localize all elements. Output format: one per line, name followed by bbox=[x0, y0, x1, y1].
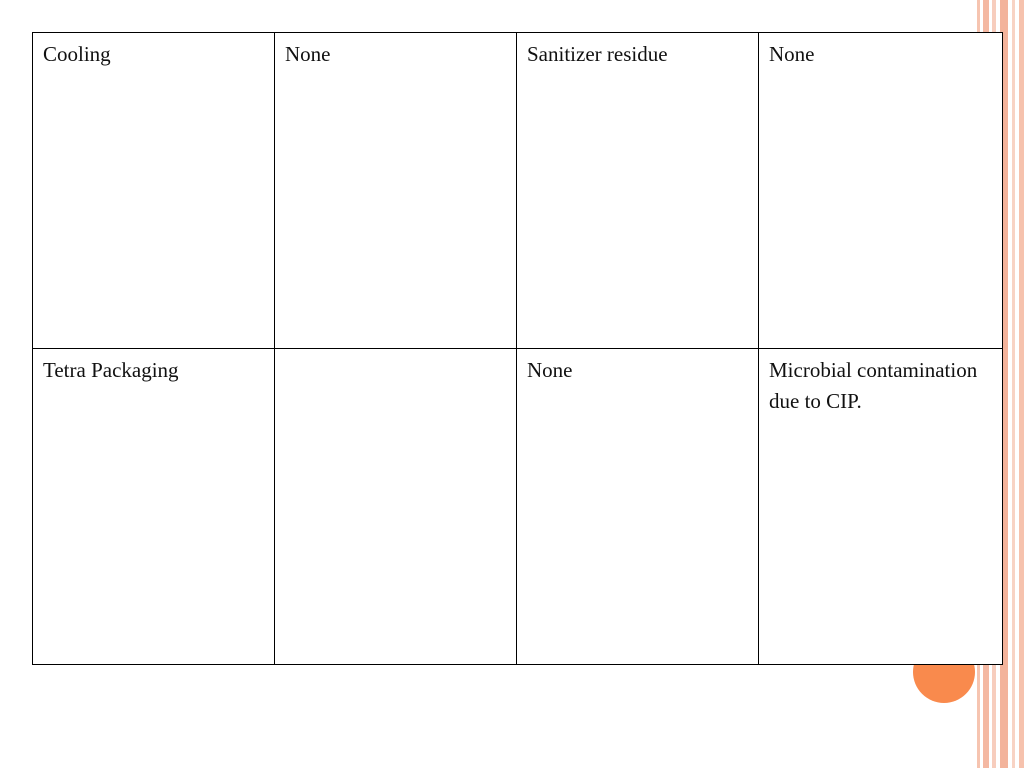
decorative-stripe bbox=[1012, 0, 1015, 768]
decorative-stripe bbox=[1019, 0, 1024, 768]
table-cell: Microbial contamination due to CIP. bbox=[759, 349, 1003, 665]
table-cell: Sanitizer residue bbox=[517, 33, 759, 349]
table-row bbox=[33, 33, 1003, 349]
table-cell: None bbox=[275, 33, 517, 349]
table-cell: None bbox=[759, 33, 1003, 349]
table-cell bbox=[275, 349, 517, 665]
hazard-table bbox=[32, 32, 1003, 665]
table-row bbox=[33, 349, 1003, 665]
table-cell: None bbox=[517, 349, 759, 665]
table-cell: Cooling bbox=[33, 33, 275, 349]
table-cell: Tetra Packaging bbox=[33, 349, 275, 665]
